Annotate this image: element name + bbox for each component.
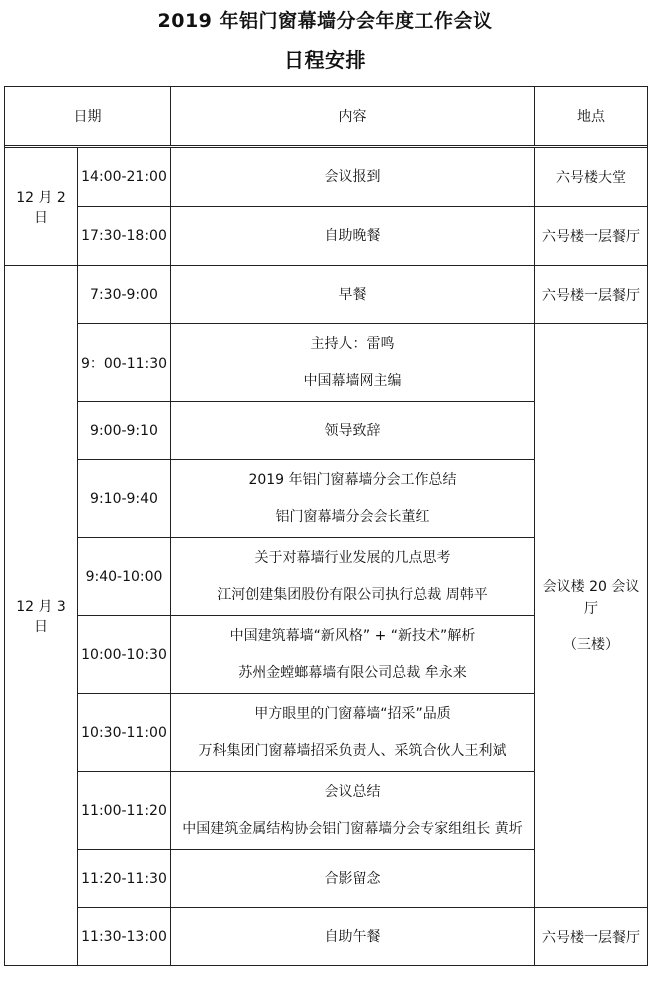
content-cell [171,538,535,616]
location-line: （三楼） [563,636,619,653]
content-cell [171,207,535,266]
document-subtitle: 日程安排 [284,48,366,72]
content-cell [171,850,535,908]
content-line: 关于对幕墙行业发展的几点思考 [254,550,451,566]
header-location: 地点 [535,87,648,146]
time-cell: 10:00-10:30 [78,616,171,694]
content-line: 领导致辞 [324,422,381,439]
time-cell: 9：00-11:30 [78,324,171,402]
content-line: 苏州金螳螂幕墙有限公司总裁 牟永来 [238,665,467,681]
time-cell: 14:00-21:00 [78,148,171,207]
content-line: 自助午餐 [324,928,381,945]
content-line: 会议总结 [324,784,381,800]
table-row [5,908,648,966]
time-cell: 9:10-9:40 [78,460,171,538]
content-line: 中国建筑金属结构协会铝门窗幕墙分会专家组组长 黄圻 [182,821,523,837]
location-line: 会议楼 20 会议厅 [542,578,640,617]
content-line: 中国建筑幕墙“新风格” + “新技术”解析 [229,628,476,644]
location-cell: 六号楼一层餐厅 [535,266,648,324]
date-cell: 12 月 3 日 [5,266,78,966]
content-line: 中国幕墙网主编 [303,373,402,389]
time-cell: 11:30-13:00 [78,908,171,966]
location-cell: 六号楼大堂 [535,148,648,207]
location-cell: 六号楼一层餐厅 [535,207,648,266]
content-line: 万科集团门窗幕墙招采负责人、采筑合伙人王利斌 [198,743,507,759]
content-cell [171,694,535,772]
content-line: 铝门窗幕墙分会会长董红 [275,509,430,525]
time-cell: 17:30-18:00 [78,207,171,266]
location-cell-shared [535,324,648,908]
content-line: 主持人：雷鸣 [310,336,395,352]
time-cell: 10:30-11:00 [78,694,171,772]
header-row [5,87,648,146]
time-cell: 9:40-10:00 [78,538,171,616]
content-line: 早餐 [338,286,367,303]
date-cell: 12 月 2 日 [5,148,78,266]
content-cell [171,266,535,324]
header-date: 日期 [5,87,171,146]
schedule-table [4,86,648,966]
content-cell [171,772,535,850]
location-cell: 六号楼一层餐厅 [535,908,648,966]
content-cell [171,402,535,460]
content-line: 江河创建集团股份有限公司执行总裁 周韩平 [217,587,488,603]
content-line: 甲方眼里的门窗幕墙“招采”品质 [254,706,451,722]
document-title: 2019 年铝门窗幕墙分会年度工作会议 [157,10,493,32]
content-cell [171,908,535,966]
content-line: 2019 年铝门窗幕墙分会工作总结 [248,472,457,488]
table-row [5,148,648,207]
content-cell [171,460,535,538]
time-cell: 9:00-9:10 [78,402,171,460]
time-cell: 11:20-11:30 [78,850,171,908]
table-row [5,207,648,266]
content-line: 自助晚餐 [324,228,381,244]
content-line: 合影留念 [324,870,381,887]
table-row [5,324,648,402]
time-cell: 7:30-9:00 [78,266,171,324]
header-content: 内容 [171,87,535,146]
time-cell: 11:00-11:20 [78,772,171,850]
content-cell [171,616,535,694]
table-row [5,266,648,324]
content-cell [171,148,535,207]
content-cell [171,324,535,402]
content-line: 会议报到 [324,169,381,185]
